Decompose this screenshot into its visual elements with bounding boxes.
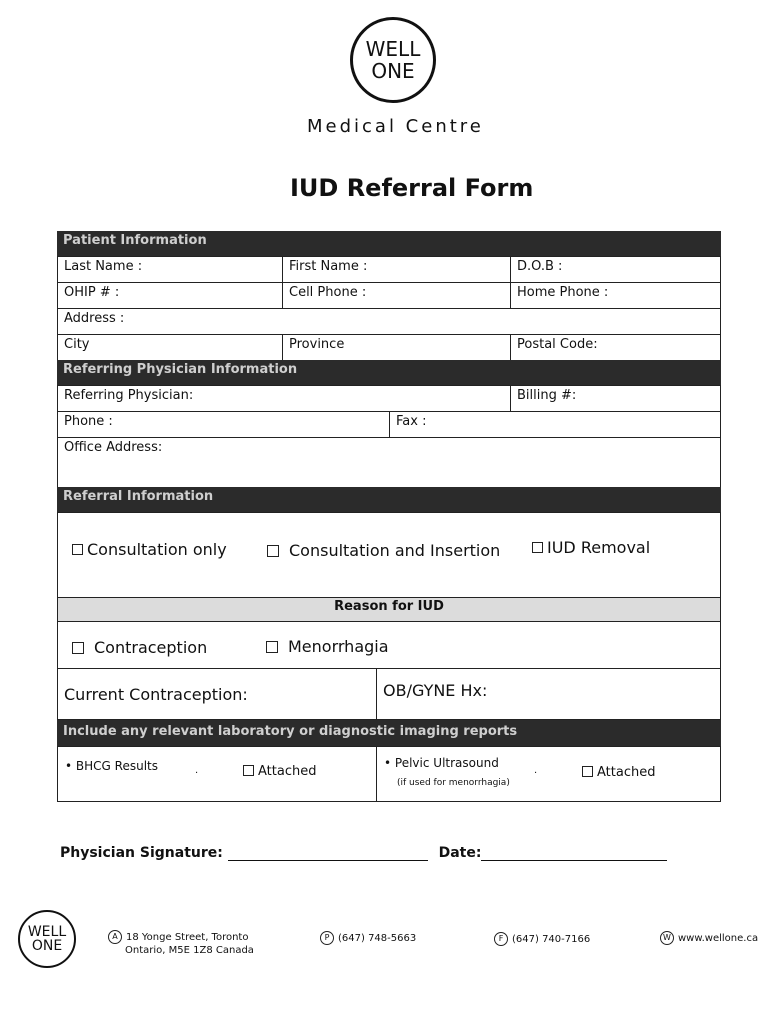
last-name-field[interactable]: Last Name :	[57, 256, 283, 283]
pelvic-item	[384, 756, 499, 770]
current-contraception-label: Current Contraception:	[64, 685, 248, 704]
pelvic-row	[376, 746, 721, 802]
cell-phone-field[interactable]: Cell Phone :	[282, 282, 511, 309]
contraception-option[interactable]	[72, 638, 207, 657]
referring-physician-field[interactable]: Referring Physician:	[57, 385, 511, 412]
footer-logo-one: ONE	[31, 938, 63, 954]
bhcg-item	[65, 759, 158, 773]
form-title: IUD Referral Form	[290, 174, 534, 202]
obgyne-field[interactable]	[376, 668, 721, 720]
billing-field[interactable]: Billing #:	[510, 385, 721, 412]
footer-address	[108, 930, 254, 957]
physician-section-header: Referring Physician Information	[57, 360, 721, 386]
iud-removal-label: IUD Removal	[547, 538, 651, 557]
consultation-only-checkbox[interactable]	[72, 544, 83, 555]
phone-field[interactable]: Phone :	[57, 411, 390, 438]
phone-icon: P	[320, 931, 334, 945]
consultation-only-option[interactable]	[72, 540, 227, 559]
pelvic-attached-label: Attached	[597, 765, 656, 780]
bhcg-dot: .	[195, 765, 199, 776]
dob-field[interactable]: D.O.B :	[510, 256, 721, 283]
website-link[interactable]: www.wellone.ca	[678, 933, 759, 944]
bullet-icon: •	[384, 756, 392, 770]
iud-removal-option[interactable]	[532, 538, 650, 557]
date-line[interactable]	[481, 847, 667, 861]
web-icon: W	[660, 931, 674, 945]
footer-website[interactable]	[660, 931, 758, 945]
pelvic-attached-option[interactable]	[582, 765, 655, 780]
pelvic-note: (if used for menorrhagia)	[397, 778, 510, 788]
logo	[350, 17, 436, 103]
city-field[interactable]: City	[57, 334, 283, 361]
consultation-insertion-option[interactable]	[267, 541, 500, 560]
pelvic-attached-checkbox[interactable]	[582, 766, 593, 777]
obgyne-label: OB/GYNE Hx:	[383, 681, 488, 700]
bhcg-attached-option[interactable]	[243, 764, 316, 779]
signature-row	[60, 845, 667, 861]
bhcg-label: BHCG Results	[75, 759, 158, 773]
bhcg-row	[57, 746, 377, 802]
footer-logo-well: WELL	[27, 924, 67, 940]
signature-line[interactable]	[228, 847, 428, 861]
logo-text-one: ONE	[371, 59, 415, 83]
current-contraception-field[interactable]	[57, 668, 377, 720]
address-field[interactable]: Address :	[57, 308, 721, 335]
consultation-insertion-label: Consultation and Insertion	[289, 541, 501, 560]
postal-code-field[interactable]: Postal Code:	[510, 334, 721, 361]
home-phone-field[interactable]: Home Phone :	[510, 282, 721, 309]
first-name-field[interactable]: First Name :	[282, 256, 511, 283]
address-icon: A	[108, 930, 122, 944]
contraception-checkbox[interactable]	[72, 642, 84, 654]
bhcg-attached-label: Attached	[258, 764, 317, 779]
consultation-insertion-checkbox[interactable]	[267, 545, 279, 557]
bhcg-attached-checkbox[interactable]	[243, 765, 254, 776]
phone-number: (647) 748-5663	[338, 933, 417, 944]
signature-label: Physician Signature:	[60, 845, 223, 861]
logo-text-well: WELL	[365, 37, 421, 61]
fax-field[interactable]: Fax :	[389, 411, 721, 438]
contraception-label: Contraception	[94, 638, 208, 657]
pelvic-dot: .	[534, 765, 538, 776]
menorrhagia-option[interactable]	[266, 637, 389, 656]
menorrhagia-label: Menorrhagia	[288, 637, 389, 656]
province-field[interactable]: Province	[282, 334, 511, 361]
address-line2: Ontario, M5E 1Z8 Canada	[125, 945, 254, 956]
patient-section-header: Patient Information	[57, 231, 721, 257]
office-address-field[interactable]: Office Address:	[57, 437, 721, 489]
reports-section-header: Include any relevant laboratory or diagnostic imaging reports	[57, 720, 721, 747]
address-line1: 18 Yonge Street, Toronto	[126, 932, 249, 943]
footer-fax	[494, 932, 590, 946]
bullet-icon: •	[65, 759, 73, 773]
date-label: Date:	[438, 845, 482, 861]
consultation-only-label: Consultation only	[87, 540, 227, 559]
footer-phone	[320, 931, 416, 945]
fax-number: (647) 740-7166	[512, 934, 591, 945]
pelvic-label: Pelvic Ultrasound	[394, 756, 499, 770]
clinic-subtitle: Medical Centre	[307, 116, 484, 137]
footer-logo	[18, 910, 76, 968]
iud-removal-checkbox[interactable]	[532, 542, 543, 553]
ohip-field[interactable]: OHIP # :	[57, 282, 283, 309]
reason-section-header: Reason for IUD	[57, 597, 721, 622]
fax-icon: F	[494, 932, 508, 946]
referral-section-header: Referral Information	[57, 487, 721, 513]
menorrhagia-checkbox[interactable]	[266, 641, 278, 653]
